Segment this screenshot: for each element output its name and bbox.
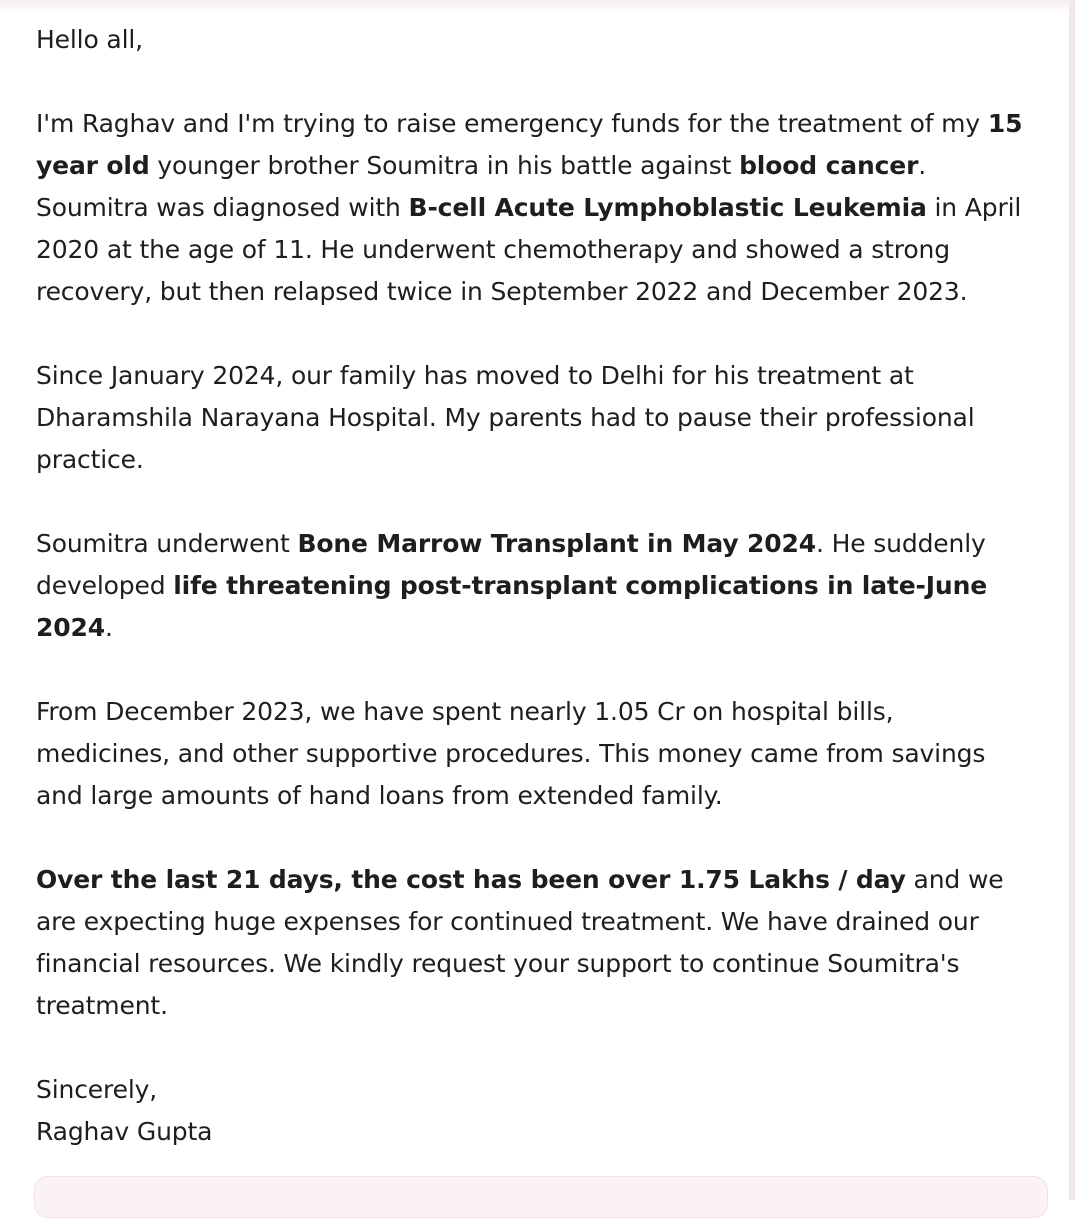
bottom-card	[34, 1176, 1048, 1218]
top-edge	[0, 0, 1075, 14]
bold-daily-cost: Over the last 21 days, the cost has been over 1.75 Lakhs / day	[36, 865, 906, 894]
closing-text: Sincerely,	[36, 1075, 158, 1104]
paragraph-request	[36, 859, 1026, 1027]
text-span: Since January 2024, our family has moved to Delhi for his treatment at Dharamshila Narayana Hospital. My parents had to pause their professional practice.	[36, 361, 975, 474]
text-span: . He suddenly developed	[36, 529, 986, 600]
text-span: . Soumitra was diagnosed with	[36, 151, 927, 222]
paragraph-relocation	[36, 355, 1026, 481]
greeting	[36, 19, 1026, 61]
right-edge	[1069, 0, 1075, 1200]
paragraph-diagnosis	[36, 103, 1026, 313]
bold-transplant: Bone Marrow Transplant in May 2024	[297, 529, 817, 558]
text-span: in April 2020 at the age of 11. He underwent chemotherapy and showed a strong recovery, but then relapsed twice in September 2022 and December 2023.	[36, 193, 1022, 306]
greeting-text: Hello all,	[36, 25, 143, 54]
bold-age: 15 year old	[36, 109, 1023, 180]
bold-complications: life threatening post-transplant complications in late-June 2024	[36, 571, 988, 642]
signature	[36, 1111, 1026, 1153]
text-span: younger brother Soumitra in his battle against	[149, 151, 740, 180]
text-span: I'm Raghav and I'm trying to raise emergency funds for the treatment of my	[36, 109, 988, 138]
bold-disease: blood cancer	[739, 151, 919, 180]
text-span: and we are expecting huge expenses for continued treatment. We have drained our financial resources. We kindly request your support to continue Soumitra's treatment.	[36, 865, 1004, 1020]
letter-body	[36, 19, 1026, 1153]
paragraph-expenses	[36, 691, 1026, 817]
closing	[36, 1069, 1026, 1111]
bold-diagnosis: B-cell Acute Lymphoblastic Leukemia	[408, 193, 927, 222]
text-span: .	[104, 613, 113, 642]
text-span: Soumitra underwent	[36, 529, 298, 558]
paragraph-transplant	[36, 523, 1026, 649]
text-span: From December 2023, we have spent nearly 1.05 Cr on hospital bills, medicines, and other supportive procedures. This money came from savings and large amounts of hand loans from extended family.	[36, 697, 986, 810]
signature-name: Raghav Gupta	[36, 1117, 213, 1146]
